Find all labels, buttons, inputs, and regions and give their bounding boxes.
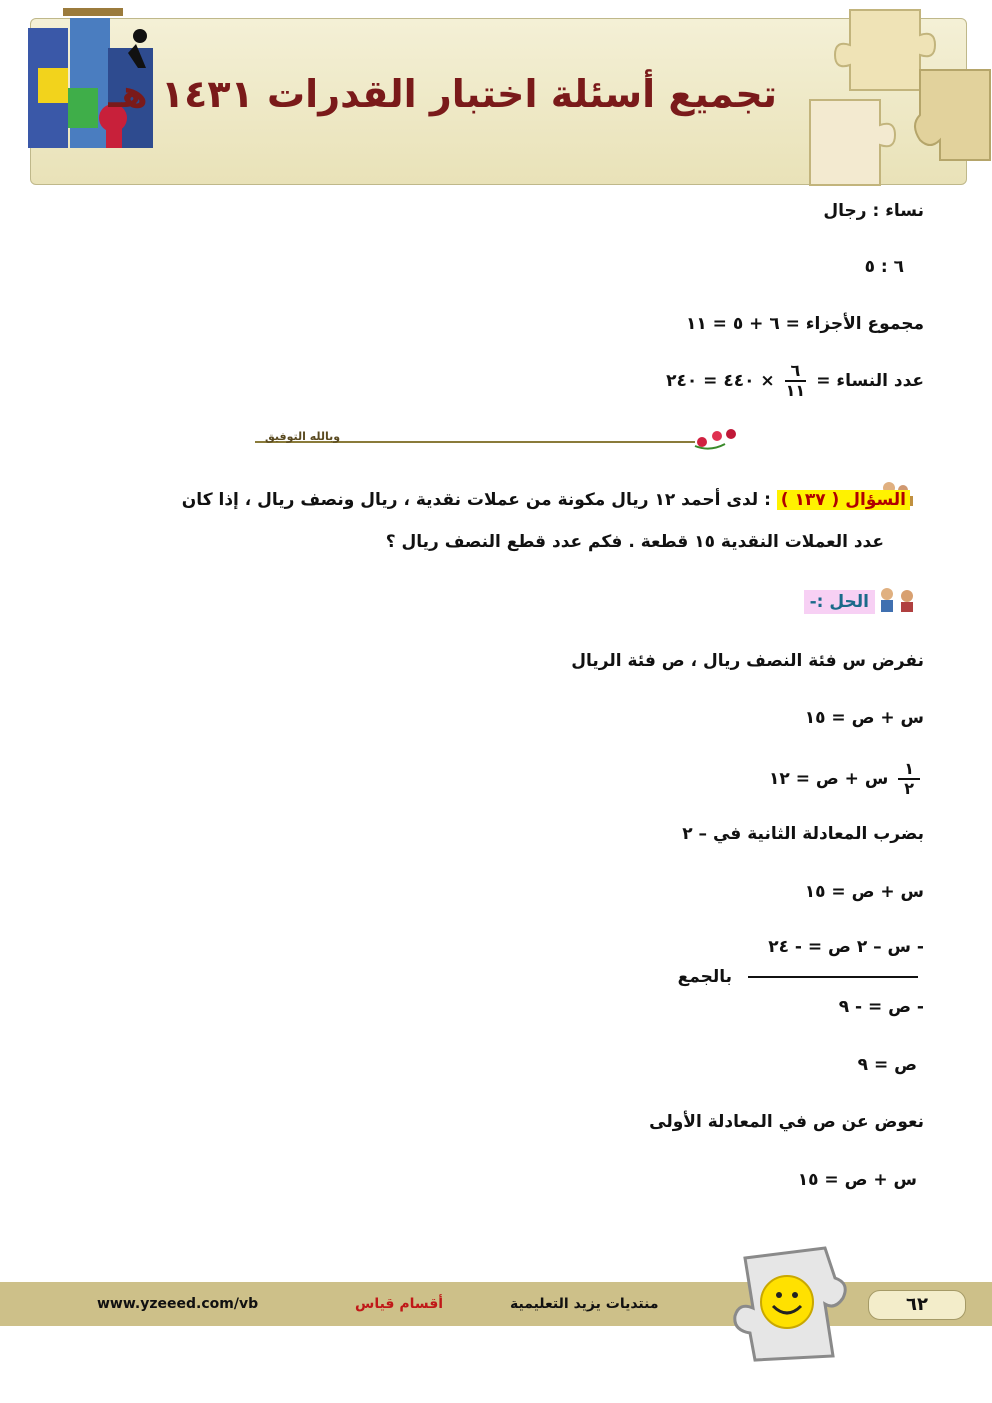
equation-5: - ص = - ٩ (838, 997, 924, 1017)
signature-divider (255, 426, 745, 454)
women-prefix: عدد النساء = (816, 371, 924, 391)
sum-parts: مجموع الأجزاء = ٦ + ٥ = ١١ (685, 314, 924, 334)
sum-rule-line (748, 976, 918, 978)
equation-7: س + ص = ١٥ (797, 1170, 917, 1190)
assumption: نفرض س فئة النصف ريال ، ص فئة الريال (571, 651, 924, 671)
women-count (666, 362, 924, 400)
equation-4: - س – ٢ ص = - ٢٤ (768, 937, 924, 957)
equation-6: ص = ٩ (857, 1055, 917, 1075)
half-fraction (898, 760, 920, 798)
ratio-values: ٦ : ٥ (864, 257, 904, 277)
question-label: السؤال ( ١٣٧ ) (777, 490, 910, 510)
puzzle-pieces-icon (790, 0, 992, 190)
fraction-denominator: ١١ (785, 381, 806, 400)
signature-text: وبالله التوفيق (265, 430, 341, 443)
question-text-1: : لدى أحمد ١٢ ريال مكونة من عملات نقدية ، ريال ونصف ريال ، إذا كان (181, 490, 777, 510)
solution-label (804, 592, 875, 612)
footer-section: أقسام قياس (355, 1296, 444, 1312)
ratio-header: نساء : رجال (823, 201, 924, 221)
women-fraction (785, 362, 807, 400)
solution-badge: الحل :- (804, 590, 875, 614)
fraction-denominator: ٢ (904, 779, 914, 798)
question-line-2: عدد العملات النقدية ١٥ قطعة . فكم عدد قطع النصف ريال ؟ (385, 532, 884, 552)
smiley-puzzle-icon (725, 1238, 855, 1366)
equation-1: س + ص = ١٥ (804, 708, 924, 728)
substitute-step: نعوض عن ص في المعادلة الأولى (649, 1112, 924, 1132)
question-line-1 (182, 490, 910, 510)
fraction-numerator: ١ (898, 760, 920, 780)
women-suffix: × ٤٤٠ = ٢٤٠ (666, 371, 775, 391)
page-title: تجميع أسئلة اختبار القدرات ١٤٣١ هـ (108, 72, 777, 116)
multiply-step: بضرب المعادلة الثانية في – ٢ (682, 824, 924, 844)
page-number: ٦٢ (868, 1290, 966, 1320)
equation-3: س + ص = ١٥ (804, 882, 924, 902)
equation-2-rest: س + ص = ١٢ (769, 769, 889, 789)
footer-url[interactable]: www.yzeeed.com/vb (97, 1296, 259, 1312)
equation-2 (769, 760, 924, 798)
fraction-numerator: ٦ (785, 362, 807, 382)
footer-forum: منتديات يزيد التعليمية (510, 1296, 659, 1312)
solution-icon (875, 584, 919, 614)
add-label: بالجمع (677, 967, 732, 987)
